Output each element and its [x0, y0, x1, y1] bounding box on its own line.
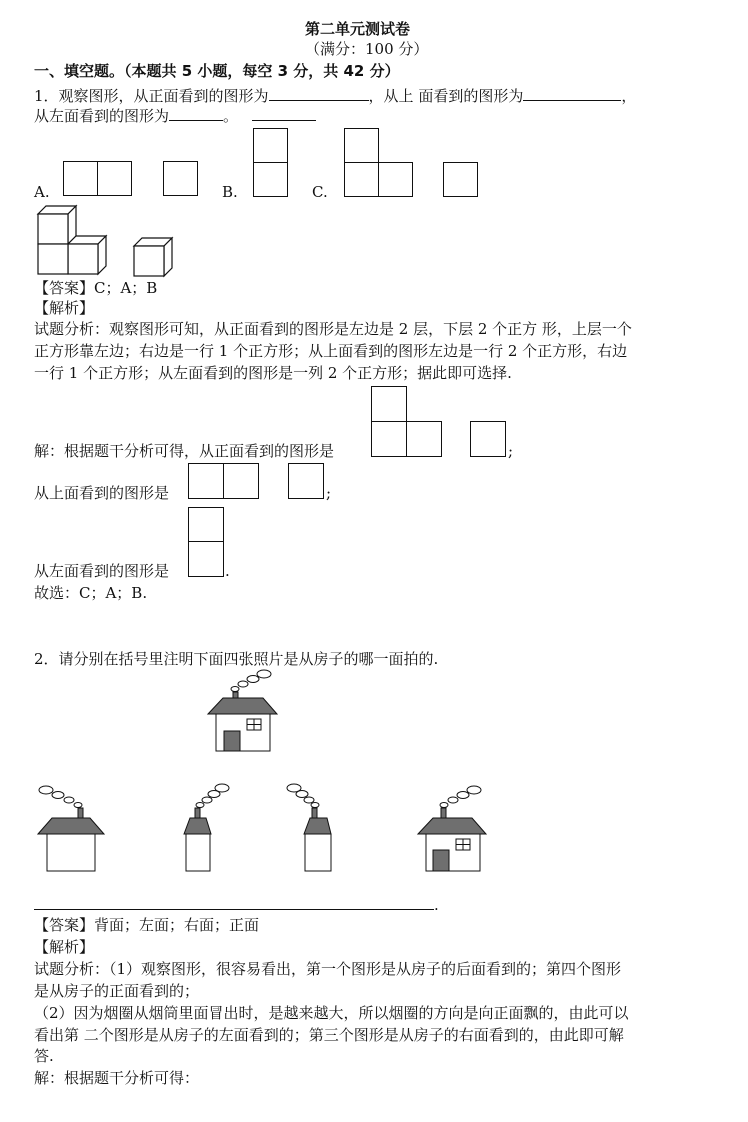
q2-answer: 【答案】背面；左面；右面；正面 [34, 916, 260, 934]
front-view-square [371, 386, 407, 422]
q1-solution-front-end: ; [508, 442, 514, 460]
q2-analysis-line: 试题分析：（1）观察图形，很容易看出，第一个图形是从房子的后面看到的；第四个图形 [34, 960, 622, 978]
front-view-square [470, 421, 506, 457]
q1-solution-left-end: . [225, 562, 230, 580]
q1-blank-front [269, 86, 369, 101]
front-view-square [406, 421, 442, 457]
q1-solution-top-end: ; [326, 484, 332, 502]
q1-blank-top [523, 86, 621, 101]
q1-answer: 【答案】C；A；B [34, 279, 158, 297]
q1-solution-front: 解：根据题干分析可得，从正面看到的图形是 [34, 442, 335, 460]
q1-stem-text3: ， [621, 87, 637, 105]
option-c-square [378, 162, 413, 197]
left-view-square [188, 541, 224, 577]
option-c-square [344, 128, 379, 163]
option-c-square [344, 162, 379, 197]
option-b-square [253, 162, 288, 197]
q1-analysis-title: 【解析】 [34, 299, 95, 317]
option-a-label: A. [34, 183, 50, 201]
house-icon [416, 782, 496, 872]
option-c-label: C. [312, 183, 328, 201]
option-a-square [97, 161, 132, 196]
q2-solution: 解：根据题干分析可得： [34, 1069, 200, 1087]
q1-stem-text4: 从左面看到的图形为 [34, 107, 170, 125]
front-view-square [371, 421, 407, 457]
house-icon [205, 668, 285, 758]
q1-stem-mark: 。 [223, 107, 239, 125]
option-b-label: B. [222, 183, 238, 201]
q1-blank-extra [252, 106, 316, 121]
q2-stem: 2．请分别在括号里注明下面四张照片是从房子的哪一面拍的. [34, 650, 439, 668]
score-note: （满分：100 分） [305, 40, 429, 58]
q2-answer-blank [34, 908, 434, 910]
option-b-square [253, 128, 288, 163]
q2-analysis-title: 【解析】 [34, 938, 95, 956]
cube-stack-figure [34, 202, 184, 282]
top-view-square [223, 463, 259, 499]
q1-conclusion: 故选：C；A；B. [34, 584, 148, 602]
house-icon [178, 782, 228, 872]
q1-stem-line2 [34, 106, 316, 126]
q1-analysis-line: 一行 1 个正方形；从左面看到的图形是一列 2 个正方形；据此即可选择. [34, 364, 512, 382]
option-c-square [443, 162, 478, 197]
q1-analysis-line: 正方形靠左边；右边是一行 1 个正方形；从上面看到的图形左边是一行 2 个正方形，右边 [34, 342, 628, 360]
q1-solution-top: 从上面看到的图形是 [34, 484, 170, 502]
q2-analysis-line: 是从房子的正面看到的； [34, 982, 200, 1000]
top-view-square [188, 463, 224, 499]
house-icon [285, 782, 345, 872]
option-a-square [63, 161, 98, 196]
q1-stem-text: 1．观察图形，从正面看到的图形为 [34, 87, 269, 105]
q1-stem-text2: ，从上 面看到的图形为 [368, 87, 524, 105]
q1-stem-line1 [34, 86, 636, 106]
house-icon [34, 782, 114, 872]
section-heading: 一、填空题。（本题共 5 小题，每空 3 分，共 42 分） [34, 62, 400, 80]
q1-analysis-line: 试题分析：观察图形可知，从正面看到的图形是左边是 2 层，下层 2 个正方 形，上层一个 [34, 320, 632, 338]
q2-analysis-line: 答. [34, 1047, 54, 1065]
top-view-square [288, 463, 324, 499]
left-view-square [188, 507, 224, 543]
q2-analysis-line: 看出第 二个图形是从房子的左面看到的；第三个图形是从房子的右面看到的，由此即可解 [34, 1026, 624, 1044]
q2-analysis-line: （2）因为烟圈从烟筒里面冒出时，是越来越大，所以烟圈的方向是向正面飘的，由此可以 [34, 1004, 629, 1022]
q1-blank-left [169, 106, 223, 121]
q1-solution-left: 从左面看到的图形是 [34, 562, 170, 580]
page-title: 第二单元测试卷 [305, 20, 411, 38]
q2-blank-end: . [434, 896, 439, 914]
option-a-square [163, 161, 198, 196]
